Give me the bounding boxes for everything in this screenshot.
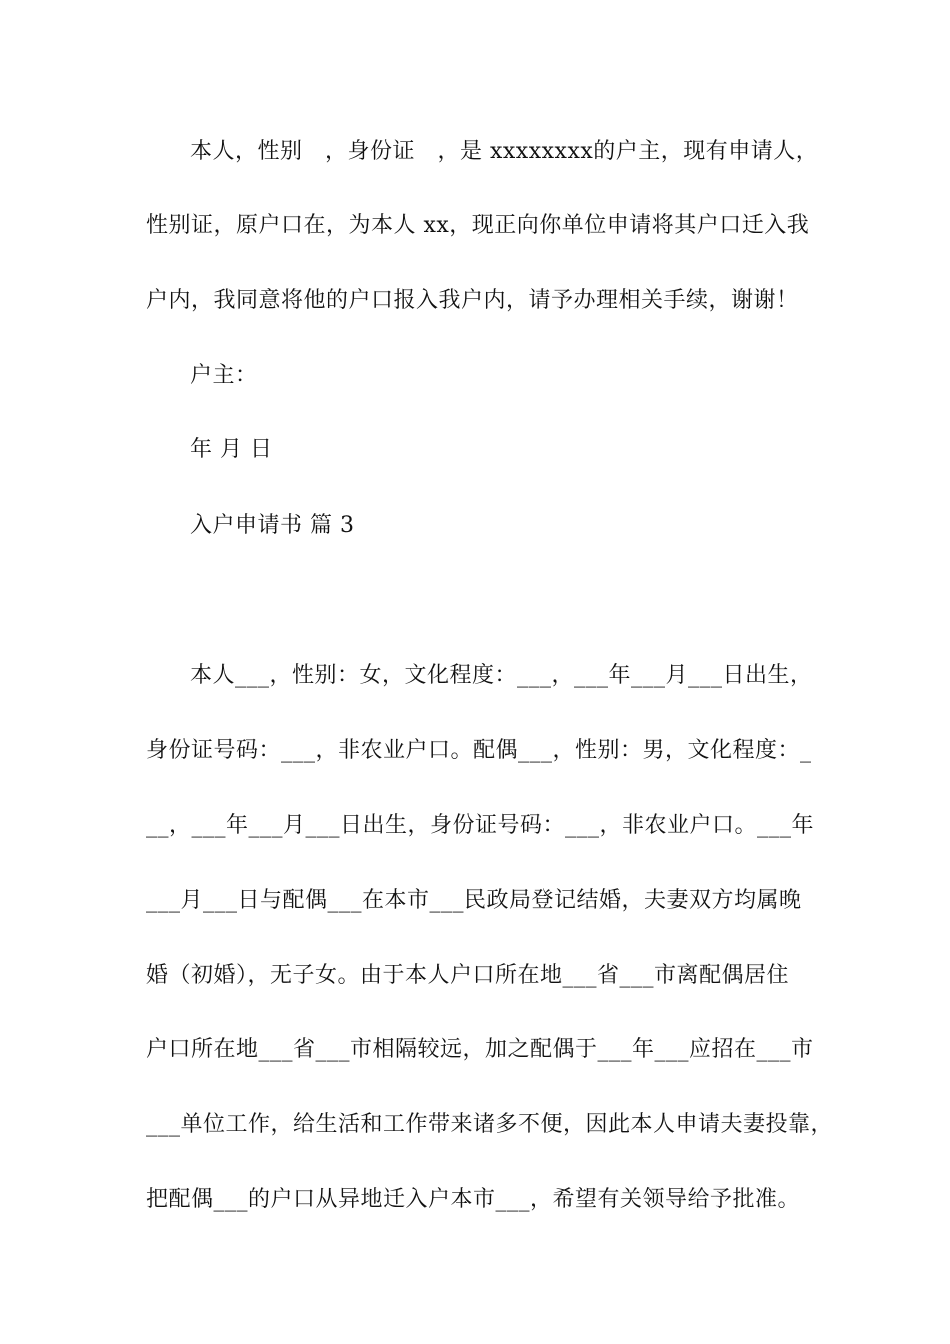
date-line: 年 月 日 [190,437,273,462]
paragraph-2-line-6: 户口所在地___省___市相隔较远，加之配偶于___年___应招在___市 [146,1037,814,1062]
paragraph-2-line-2: 身份证号码：___，非农业户口。配偶___，性别：男，文化程度：_ [146,738,812,763]
paragraph-1-line-2: 性别证，原户口在，为本人 xx，现正向你单位申请将其户口迁入我 [146,213,810,238]
paragraph-1-line-1: 本人，性别 ，身份证 ，是 xxxxxxxx的户主，现有申请人， [190,139,819,164]
paragraph-2-line-8: 把配偶___的户口从异地迁入户本市___，希望有关领导给予批准。 [146,1187,801,1212]
section-heading: 入户申请书 篇 3 [190,513,355,538]
paragraph-2-line-3: __，___年___月___日出生，身份证号码：___，非农业户口。___年 [146,813,815,838]
paragraph-1-line-3: 户内，我同意将他的户口报入我户内，请予办理相关手续，谢谢！ [146,288,799,313]
owner-signature-label: 户主： [190,363,258,388]
paragraph-2-line-4: ___月___日与配偶___在本市___民政局登记结婚，夫妻双方均属晚 [146,888,802,913]
paragraph-2-line-5: 婚（初婚），无子女。由于本人户口所在地___省___市离配偶居住 [146,963,790,988]
paragraph-2-line-1: 本人___，性别：女，文化程度：___，___年___月___日出生， [190,663,813,688]
paragraph-2-line-7: ___单位工作，给生活和工作带来诸多不便，因此本人申请夫妻投靠， [146,1112,834,1137]
